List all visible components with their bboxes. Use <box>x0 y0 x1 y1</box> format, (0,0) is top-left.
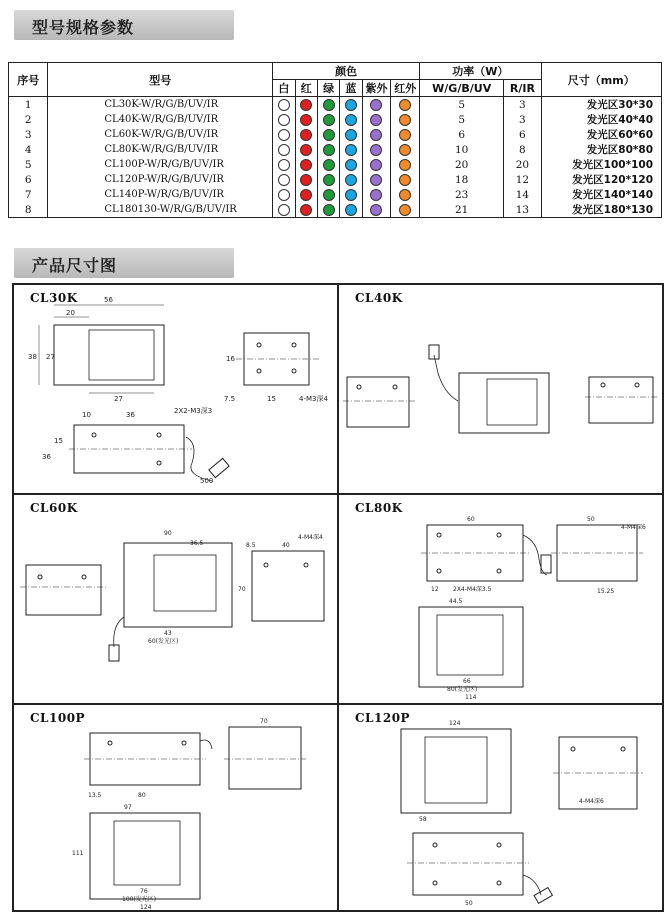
mount-hole <box>393 385 397 389</box>
row-size: 发光区40*40 <box>541 112 661 127</box>
dim-15-25: 15.25 <box>597 588 615 595</box>
mount-hole <box>433 881 437 885</box>
emitting-area <box>89 330 154 380</box>
side-view-body <box>347 377 409 427</box>
dim-10: 10 <box>82 411 91 419</box>
row-color-cell <box>362 97 391 113</box>
dim-80: 80(发光区) <box>447 686 478 693</box>
header-size: 尺寸（mm） <box>541 63 661 97</box>
dim-13-5: 13.5 <box>88 792 102 799</box>
table-row <box>9 172 662 187</box>
color-dot <box>399 159 411 171</box>
mount-hole <box>621 747 625 751</box>
drawing-cl60k <box>13 494 338 704</box>
row-model: CL80K-W/R/G/B/UV/IR <box>48 142 273 157</box>
row-color-cell <box>391 202 420 218</box>
color-dot <box>345 204 357 216</box>
row-power-rir: 3 <box>504 112 541 127</box>
row-color-cell <box>391 172 420 187</box>
row-color-cell <box>273 127 295 142</box>
color-dot <box>345 189 357 201</box>
row-size: 发光区100*100 <box>541 157 661 172</box>
table-row <box>9 127 662 142</box>
table-row <box>9 97 662 113</box>
color-dot <box>370 129 382 141</box>
cable-connector <box>109 645 119 661</box>
row-color-cell <box>391 127 420 142</box>
row-color-cell <box>273 142 295 157</box>
row-color-cell <box>317 127 339 142</box>
header-color-0: 白 <box>273 80 295 97</box>
color-dot <box>323 174 335 186</box>
row-color-cell <box>340 142 362 157</box>
row-color-cell <box>391 187 420 202</box>
cable-connector <box>209 458 229 477</box>
spec-section-title: 型号规格参数 <box>32 18 135 37</box>
top-view-body <box>459 373 549 433</box>
end-view-body <box>252 551 324 621</box>
cable <box>114 617 124 647</box>
mount-hole <box>292 369 296 373</box>
row-model: CL140P-W/R/G/B/UV/IR <box>48 187 273 202</box>
mount-hole <box>635 383 639 387</box>
row-index: 4 <box>9 142 48 157</box>
dim-50: 50 <box>587 516 595 523</box>
dim-111: 111 <box>72 850 84 857</box>
dim-70: 70 <box>238 586 246 593</box>
row-color-cell <box>317 172 339 187</box>
dim-36v: 36 <box>42 453 51 461</box>
top-view-body <box>54 325 164 385</box>
cable <box>200 740 212 749</box>
row-color-cell <box>391 142 420 157</box>
drawing-cl100p <box>13 704 338 911</box>
thread-note: 4-M4深6 <box>579 798 604 805</box>
mount-hole <box>497 569 501 573</box>
color-dot <box>300 159 312 171</box>
header-color-3: 蓝 <box>340 80 362 97</box>
color-dot <box>399 189 411 201</box>
color-dot <box>345 99 357 111</box>
header-color-4: 紫外 <box>362 80 391 97</box>
cl120p-diagram <box>339 705 664 912</box>
mount-hole <box>257 369 261 373</box>
row-size: 发光区140*140 <box>541 187 661 202</box>
color-dot <box>370 99 382 111</box>
row-color-cell <box>362 187 391 202</box>
top-view-body <box>401 729 511 813</box>
color-dot <box>399 144 411 156</box>
mount-hole <box>304 563 308 567</box>
row-model: CL120P-W/R/G/B/UV/IR <box>48 172 273 187</box>
color-dot <box>278 144 290 156</box>
dim-38: 38 <box>28 353 37 361</box>
row-color-cell <box>273 172 295 187</box>
side-view-body <box>26 565 101 615</box>
mount-hole <box>182 741 186 745</box>
mount-hole <box>497 843 501 847</box>
color-dot <box>370 204 382 216</box>
mount-hole <box>437 533 441 537</box>
color-dot <box>399 114 411 126</box>
bottom-view-body <box>413 833 523 895</box>
dim-500: 500 <box>200 477 214 485</box>
mount-hole <box>497 533 501 537</box>
dim-100: 100(发光区) <box>122 896 157 903</box>
row-power-wgbuv: 5 <box>420 112 504 127</box>
color-dot <box>399 99 411 111</box>
dims-section-title: 产品尺寸图 <box>32 256 118 275</box>
mount-hole <box>38 575 42 579</box>
drawing-title: CL80K <box>355 501 403 515</box>
color-dot <box>370 174 382 186</box>
row-color-cell <box>340 97 362 113</box>
drawing-cl80k <box>338 494 663 704</box>
row-color-cell <box>295 202 317 218</box>
row-color-cell <box>295 157 317 172</box>
row-color-cell <box>317 97 339 113</box>
color-dot <box>323 204 335 216</box>
color-dot <box>300 174 312 186</box>
front-view-body <box>90 813 200 899</box>
dims-section-header <box>14 248 234 278</box>
mount-hole <box>108 741 112 745</box>
color-dot <box>370 159 382 171</box>
dim-43: 43 <box>164 630 172 637</box>
row-color-cell <box>362 202 391 218</box>
row-color-cell <box>340 112 362 127</box>
dim-124: 124 <box>449 720 461 727</box>
color-dot <box>278 99 290 111</box>
dim-60: 60(发光区) <box>148 638 179 645</box>
cl60k-diagram <box>14 495 339 705</box>
row-color-cell <box>340 202 362 218</box>
row-size: 发光区60*60 <box>541 127 661 142</box>
row-power-rir: 6 <box>504 127 541 142</box>
color-dot <box>323 189 335 201</box>
row-index: 1 <box>9 97 48 113</box>
dim-97: 97 <box>124 804 132 811</box>
drawing-title: CL30K <box>30 291 78 305</box>
row-model: CL60K-W/R/G/B/UV/IR <box>48 127 273 142</box>
dim-60: 60 <box>467 516 475 523</box>
row-index: 3 <box>9 127 48 142</box>
row-color-cell <box>273 202 295 218</box>
color-dot <box>278 114 290 126</box>
cable <box>434 355 458 401</box>
row-color-cell <box>340 127 362 142</box>
row-color-cell <box>273 157 295 172</box>
mount-hole <box>292 343 296 347</box>
row-color-cell <box>295 172 317 187</box>
header-power-0: W/G/B/UV <box>420 80 504 97</box>
table-row <box>9 187 662 202</box>
row-power-rir: 14 <box>504 187 541 202</box>
mount-hole <box>601 383 605 387</box>
row-power-wgbuv: 6 <box>420 127 504 142</box>
emitting-area <box>154 555 216 611</box>
top-view-body <box>427 525 523 581</box>
cl40k-diagram <box>339 285 664 495</box>
color-dot <box>345 159 357 171</box>
color-dot <box>323 99 335 111</box>
dim-50: 50 <box>465 900 473 907</box>
dim-114: 114 <box>465 694 477 701</box>
color-dot <box>300 129 312 141</box>
emitting-area <box>437 615 503 675</box>
row-color-cell <box>362 112 391 127</box>
row-power-rir: 13 <box>504 202 541 218</box>
dim-16: 16 <box>226 355 235 363</box>
header-model: 型号 <box>48 63 273 97</box>
row-index: 6 <box>9 172 48 187</box>
color-dot <box>345 129 357 141</box>
row-color-cell <box>362 142 391 157</box>
drawing-title: CL40K <box>355 291 403 305</box>
header-color-2: 绿 <box>317 80 339 97</box>
color-dot <box>300 189 312 201</box>
row-power-wgbuv: 21 <box>420 202 504 218</box>
mount-hole <box>437 569 441 573</box>
row-color-cell <box>295 142 317 157</box>
row-color-cell <box>317 202 339 218</box>
row-power-wgbuv: 10 <box>420 142 504 157</box>
thread-note-2: 2X4-M4深3.5 <box>453 586 492 593</box>
table-row <box>9 157 662 172</box>
mount-hole <box>264 563 268 567</box>
row-color-cell <box>362 157 391 172</box>
color-dot <box>370 189 382 201</box>
mount-hole <box>157 433 161 437</box>
header-color-5: 红外 <box>391 80 420 97</box>
dim-66: 66 <box>463 678 471 685</box>
color-dot <box>300 144 312 156</box>
thread-note: 4-M4深6 <box>621 524 646 531</box>
row-model: CL40K-W/R/G/B/UV/IR <box>48 112 273 127</box>
end-view-body <box>589 377 653 423</box>
color-dot <box>278 174 290 186</box>
mount-hole <box>497 881 501 885</box>
header-color: 颜色 <box>273 63 420 80</box>
dim-8-5: 8.5 <box>246 542 256 549</box>
color-dot <box>323 114 335 126</box>
mount-hole <box>433 843 437 847</box>
row-color-cell <box>295 187 317 202</box>
cl30k-diagram <box>14 285 339 495</box>
color-dot <box>399 204 411 216</box>
row-color-cell <box>391 112 420 127</box>
mount-hole <box>82 575 86 579</box>
row-color-cell <box>273 112 295 127</box>
dim-27v: 27 <box>46 353 55 361</box>
color-dot <box>345 174 357 186</box>
drawing-title: CL60K <box>30 501 78 515</box>
drawing-cl30k <box>13 284 338 494</box>
color-dot <box>323 144 335 156</box>
color-dot <box>399 174 411 186</box>
row-power-rir: 12 <box>504 172 541 187</box>
dim-20: 20 <box>66 309 75 317</box>
cable-connector <box>429 345 439 359</box>
color-dot <box>300 114 312 126</box>
thread-note: 4-M3深4 <box>299 395 328 403</box>
row-color-cell <box>317 187 339 202</box>
dim-27h: 27 <box>114 395 123 403</box>
drawing-cl40k <box>338 284 663 494</box>
color-dot <box>278 189 290 201</box>
row-color-cell <box>317 112 339 127</box>
row-power-wgbuv: 23 <box>420 187 504 202</box>
dim-36: 36 <box>126 411 135 419</box>
row-color-cell <box>273 97 295 113</box>
dim-76: 76 <box>140 888 148 895</box>
row-color-cell <box>317 157 339 172</box>
drawing-cl120p <box>338 704 663 911</box>
row-color-cell <box>391 157 420 172</box>
row-color-cell <box>362 172 391 187</box>
dim-15: 15 <box>267 395 276 403</box>
spec-table-body <box>9 97 662 218</box>
color-dot <box>300 204 312 216</box>
cable-connector <box>534 888 552 904</box>
dim-58: 58 <box>419 816 427 823</box>
dimension-drawings <box>12 283 664 912</box>
color-dot <box>300 99 312 111</box>
row-power-wgbuv: 20 <box>420 157 504 172</box>
color-dot <box>323 159 335 171</box>
row-color-cell <box>340 157 362 172</box>
dim-12: 12 <box>431 586 439 593</box>
cl80k-diagram <box>339 495 664 705</box>
dim-70: 70 <box>260 718 268 725</box>
row-index: 5 <box>9 157 48 172</box>
table-row <box>9 142 662 157</box>
row-color-cell <box>295 97 317 113</box>
row-color-cell <box>362 127 391 142</box>
spec-table <box>8 62 662 218</box>
color-dot <box>278 204 290 216</box>
header-power: 功率（W） <box>420 63 541 80</box>
color-dot <box>278 129 290 141</box>
row-model: CL100P-W/R/G/B/UV/IR <box>48 157 273 172</box>
row-color-cell <box>340 187 362 202</box>
emitting-area <box>487 379 537 425</box>
thread-note: 4-M4深4 <box>298 534 323 541</box>
color-dot <box>370 114 382 126</box>
row-color-cell <box>295 127 317 142</box>
thread-note-2: 2X2-M3深3 <box>174 407 213 415</box>
dim-90: 90 <box>164 530 172 537</box>
table-row <box>9 112 662 127</box>
row-color-cell <box>295 112 317 127</box>
mount-hole <box>157 461 161 465</box>
row-size: 发光区80*80 <box>541 142 661 157</box>
color-dot <box>345 144 357 156</box>
emitting-area <box>114 821 180 885</box>
row-color-cell <box>391 97 420 113</box>
end-view-body <box>229 727 301 789</box>
color-dot <box>370 144 382 156</box>
row-power-wgbuv: 18 <box>420 172 504 187</box>
dim-36-5: 36.5 <box>190 540 204 547</box>
spec-section-header <box>14 10 234 40</box>
dim-40: 40 <box>282 542 290 549</box>
dim-15b: 15 <box>54 437 63 445</box>
dim-44-5: 44.5 <box>449 598 463 605</box>
row-power-rir: 20 <box>504 157 541 172</box>
color-dot <box>323 129 335 141</box>
row-power-rir: 8 <box>504 142 541 157</box>
row-model: CL180130-W/R/G/B/UV/IR <box>48 202 273 218</box>
row-index: 7 <box>9 187 48 202</box>
row-size: 发光区180*130 <box>541 202 661 218</box>
header-color-1: 红 <box>295 80 317 97</box>
drawing-title: CL120P <box>355 711 411 725</box>
dim-7-5: 7.5 <box>224 395 236 403</box>
row-index: 2 <box>9 112 48 127</box>
cable <box>186 437 212 481</box>
color-dot <box>399 129 411 141</box>
row-size: 发光区120*120 <box>541 172 661 187</box>
row-color-cell <box>317 142 339 157</box>
table-row <box>9 202 662 218</box>
row-color-cell <box>273 187 295 202</box>
row-size: 发光区30*30 <box>541 97 661 113</box>
mount-hole <box>92 433 96 437</box>
row-index: 8 <box>9 202 48 218</box>
cable <box>523 875 541 895</box>
mount-hole <box>571 747 575 751</box>
row-model: CL30K-W/R/G/B/UV/IR <box>48 97 273 113</box>
row-power-rir: 3 <box>504 97 541 113</box>
header-index: 序号 <box>9 63 48 97</box>
dim-80: 80 <box>138 792 146 799</box>
drawing-title: CL100P <box>30 711 86 725</box>
row-color-cell <box>340 172 362 187</box>
row-power-wgbuv: 5 <box>420 97 504 113</box>
dim-56: 56 <box>104 296 113 304</box>
dim-124: 124 <box>140 904 152 911</box>
emitting-area <box>425 737 487 803</box>
color-dot <box>278 159 290 171</box>
mount-hole <box>357 385 361 389</box>
cl100p-diagram <box>14 705 339 912</box>
color-dot <box>345 114 357 126</box>
mount-hole <box>257 343 261 347</box>
header-power-1: R/IR <box>504 80 541 97</box>
